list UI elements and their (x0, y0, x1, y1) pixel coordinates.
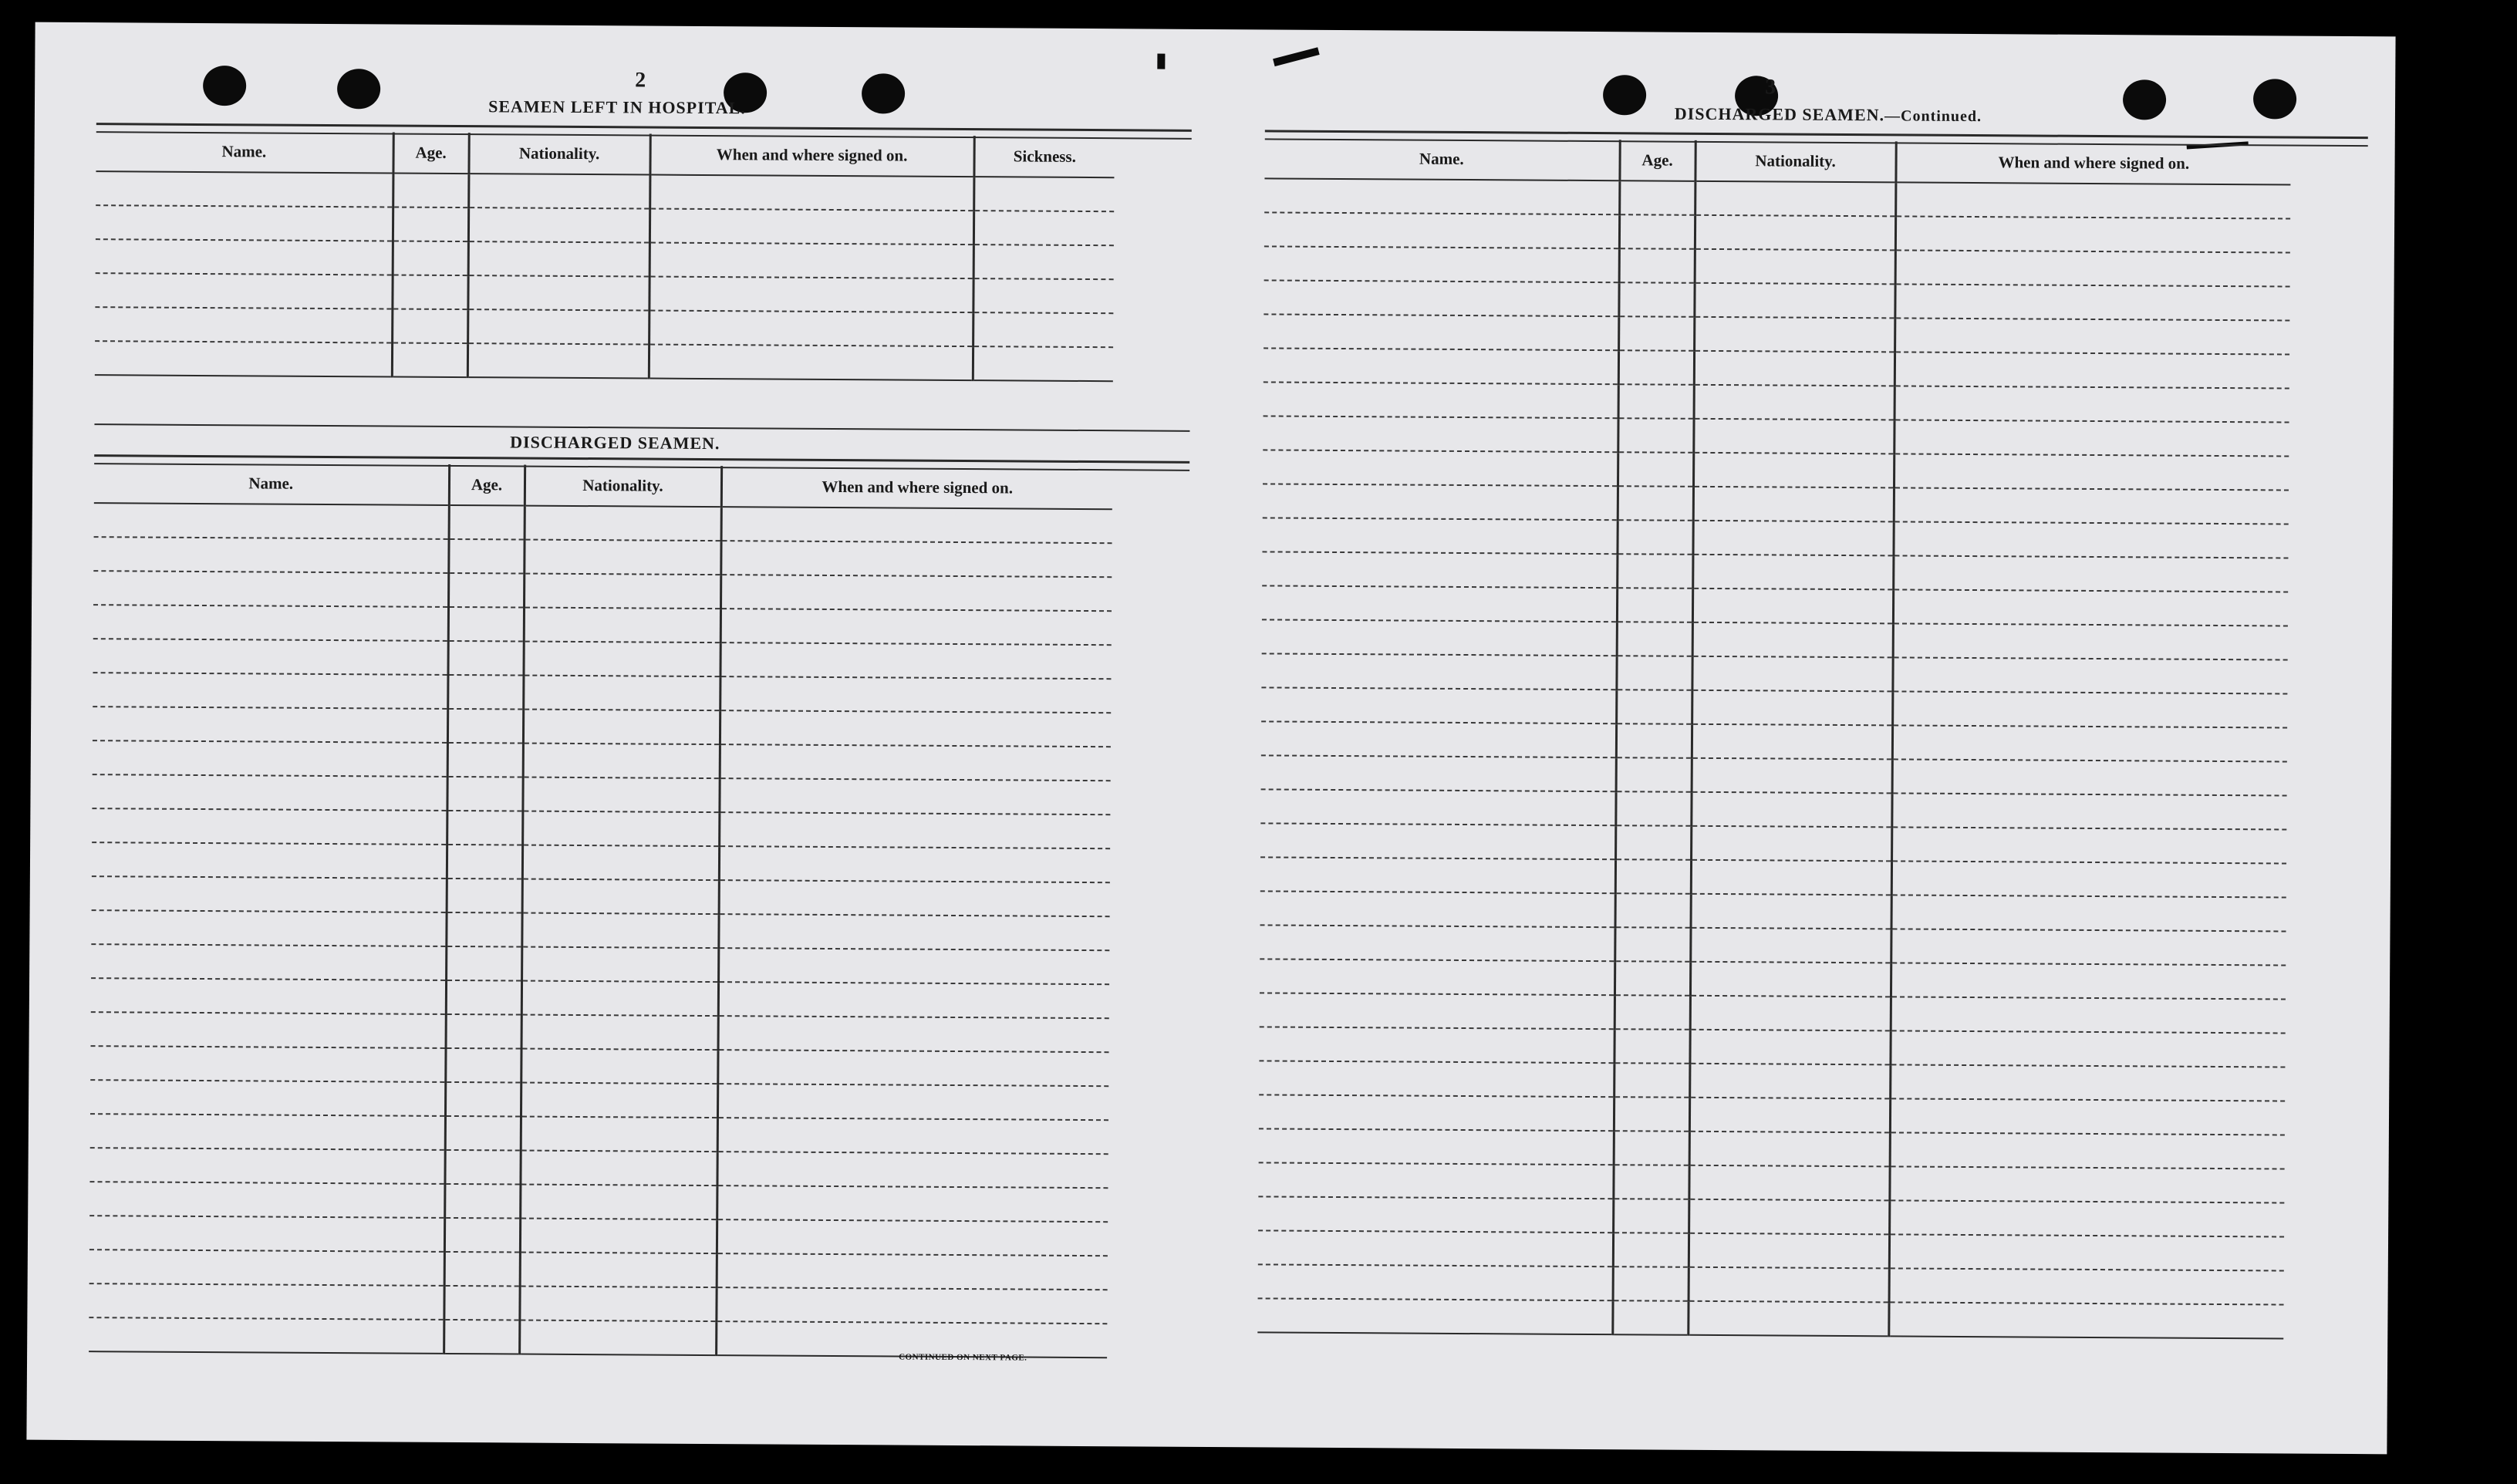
blank-cell (1692, 555, 1893, 590)
blank-cell (1692, 690, 1892, 726)
blank-cell (717, 1253, 1108, 1290)
blank-cell (444, 1286, 519, 1320)
blank-cell (521, 981, 718, 1017)
blank-cell (1894, 318, 2289, 354)
blank-cell (1618, 418, 1693, 453)
blank-cell (521, 947, 718, 983)
blank-cell (1692, 724, 1892, 760)
blank-cell (1891, 929, 2286, 965)
blank-cell (649, 311, 973, 347)
blank-cell (719, 778, 1110, 815)
blank-cell (1264, 212, 1619, 248)
blank-cell (93, 707, 447, 743)
blank-cell (1618, 486, 1693, 521)
blank-cell (1894, 352, 2289, 388)
blank-cell (720, 744, 1111, 781)
blank-cell (93, 639, 447, 675)
blank-cell (1891, 861, 2286, 897)
blank-cell (92, 774, 447, 811)
blank-cell (1264, 382, 1618, 418)
blank-cell (1260, 925, 1614, 961)
blank-cell (1263, 450, 1618, 486)
blank-cell (1693, 453, 1894, 488)
blank-cell (1614, 1029, 1689, 1064)
blank-cell (89, 1283, 444, 1320)
blank-cell (1692, 521, 1893, 556)
blank-cell (1689, 1098, 1890, 1133)
blank-cell (521, 1083, 717, 1118)
blank-cell (447, 709, 523, 744)
blank-cell (1262, 551, 1617, 588)
column-header-name: Name. (96, 130, 393, 173)
continued-note: CONTINUED ON NEXT PAGE. (899, 1352, 1027, 1363)
blank-cell (1259, 1094, 1614, 1131)
blank-cell (1615, 825, 1691, 860)
blank-cell (1894, 454, 2289, 490)
blank-cell (1261, 687, 1616, 723)
blank-cell (446, 1014, 521, 1049)
blank-cell (95, 341, 392, 376)
blank-cell (1260, 789, 1615, 825)
blank-cell (523, 642, 720, 677)
blank-cell (973, 312, 1113, 347)
blank-cell (1890, 1132, 2285, 1169)
blank-cell (1619, 214, 1695, 249)
blank-cell (1264, 178, 1619, 214)
blank-cell (468, 174, 649, 208)
blank-cell (520, 1185, 717, 1220)
blank-cell (91, 1012, 446, 1048)
blank-cell (1890, 1064, 2285, 1101)
blank-cell (1264, 314, 1618, 350)
blank-cell (447, 743, 523, 777)
column-header-nationality: Nationality. (525, 465, 721, 508)
blank-cell (520, 1219, 717, 1254)
blank-cell (1689, 1199, 1889, 1235)
blank-cell (1619, 248, 1695, 283)
blank-cell (1613, 1266, 1689, 1301)
blank-cell (1691, 792, 1891, 828)
blank-cell (1691, 860, 1891, 895)
blank-cell (1618, 282, 1694, 317)
blank-cell (1890, 1030, 2285, 1067)
blank-cell (1689, 1165, 1889, 1201)
blank-cell (1691, 826, 1891, 862)
blank-cell (90, 1046, 445, 1082)
blank-cell (1614, 961, 1690, 996)
blank-cell (649, 243, 973, 279)
blank-cell (1614, 927, 1690, 962)
blank-cell (446, 946, 521, 981)
blank-cell (1613, 1233, 1689, 1267)
blank-cell (524, 574, 720, 609)
blank-cell (1264, 348, 1618, 384)
blank-cell (447, 811, 522, 845)
blank-cell (447, 879, 522, 913)
blank-cell (1618, 384, 1694, 419)
blank-cell (519, 1320, 716, 1356)
blank-cell (1888, 1302, 2283, 1338)
blank-cell (1261, 721, 1616, 757)
blank-cell (93, 740, 447, 777)
blank-cell (444, 1184, 520, 1219)
blank-cell (1259, 1061, 1614, 1097)
blank-cell (649, 277, 973, 313)
blank-cell (1614, 1063, 1689, 1098)
blank-cell (96, 171, 393, 207)
blank-cell (95, 307, 392, 342)
blank-cell (1693, 487, 1894, 522)
column-header-signed-on: When and where signed on. (649, 134, 973, 177)
blank-cell (467, 309, 649, 344)
blank-cell (467, 343, 649, 378)
hospital-section-title: SEAMEN LEFT IN HOSPITAL. (488, 96, 746, 118)
blank-cell (1612, 1300, 1688, 1335)
blank-cell (717, 1084, 1108, 1120)
blank-cell (1894, 284, 2289, 320)
column-header-age: Age. (449, 464, 525, 506)
blank-cell (1892, 759, 2287, 795)
blank-cell (1891, 827, 2286, 863)
blank-cell (717, 1118, 1108, 1154)
blank-cell (1894, 386, 2289, 422)
blank-cell (1258, 1230, 1613, 1266)
column-header-signed-on: When and where signed on. (721, 466, 1112, 509)
blank-cell (649, 345, 973, 381)
continued-section-title (1574, 103, 2083, 126)
blank-cell (1261, 653, 1616, 690)
blank-cell (89, 1250, 444, 1286)
blank-cell (1617, 588, 1692, 622)
page-number: 2 (635, 68, 646, 93)
blank-cell (1892, 657, 2287, 693)
blank-cell (446, 912, 521, 947)
blank-cell (1692, 589, 1893, 624)
blank-cell (1689, 1030, 1890, 1065)
table-row (95, 341, 1113, 381)
blank-cell (1695, 181, 1895, 217)
blank-cell (393, 207, 468, 242)
page-number: 3 (1765, 75, 1776, 99)
blank-cell (1891, 963, 2286, 999)
blank-cell (1616, 757, 1692, 792)
blank-cell (1693, 419, 1894, 454)
blank-cell (1895, 182, 2290, 218)
blank-cell (92, 876, 447, 912)
section-rule (94, 423, 1189, 432)
column-header-name: Name. (94, 462, 449, 505)
blank-cell (447, 641, 523, 676)
blank-cell (1613, 1199, 1689, 1233)
blank-cell (1262, 518, 1617, 554)
blank-cell (1690, 928, 1891, 963)
blank-cell (523, 676, 720, 711)
discharged-continued-table (1257, 137, 2290, 1339)
blank-cell (522, 845, 719, 881)
blank-cell (717, 1219, 1108, 1256)
right-page (1257, 29, 2369, 1425)
blank-cell (447, 777, 522, 811)
blank-cell (1694, 283, 1894, 319)
blank-cell (1615, 791, 1691, 826)
blank-cell (89, 1317, 444, 1354)
blank-cell (92, 808, 447, 845)
column-header-age: Age. (393, 133, 468, 174)
blank-cell (1614, 995, 1690, 1030)
blank-cell (1618, 350, 1694, 385)
blank-cell (468, 207, 649, 242)
blank-cell (93, 537, 448, 573)
blank-cell (1619, 180, 1695, 215)
column-header-name: Name. (1264, 137, 1619, 180)
blank-cell (1264, 280, 1618, 316)
column-header-age: Age. (1619, 140, 1695, 181)
blank-cell (720, 710, 1111, 747)
hospital-table (95, 130, 1115, 382)
blank-cell (1616, 723, 1692, 758)
blank-cell (718, 982, 1109, 1018)
blank-cell (717, 1186, 1108, 1222)
blank-cell (1264, 246, 1619, 282)
blank-cell (1890, 1098, 2285, 1135)
blank-cell (1892, 725, 2287, 761)
blank-cell (523, 744, 720, 779)
blank-cell (1695, 249, 1895, 285)
blank-cell (1257, 1298, 1612, 1334)
blank-cell (89, 1216, 444, 1252)
blank-cell (973, 211, 1114, 245)
blank-cell (1618, 316, 1694, 351)
blank-cell (1694, 317, 1894, 352)
left-page (89, 22, 1193, 1418)
blank-cell (93, 571, 448, 607)
blank-cell (89, 1148, 444, 1184)
blank-cell (524, 540, 720, 575)
blank-cell (720, 676, 1111, 713)
blank-cell (1695, 215, 1895, 251)
blank-cell (447, 675, 523, 710)
blank-cell (521, 913, 718, 949)
blank-cell (467, 275, 649, 310)
blank-cell (1893, 555, 2288, 592)
blank-cell (525, 506, 721, 541)
blank-cell (1258, 1196, 1613, 1233)
document-sheet (26, 22, 2395, 1455)
blank-cell (1891, 997, 2286, 1033)
discharged-table (89, 462, 1112, 1358)
blank-cell (1689, 1233, 1889, 1269)
blank-cell (1260, 959, 1614, 995)
blank-cell (1893, 589, 2288, 626)
blank-cell (1894, 487, 2289, 524)
blank-cell (720, 609, 1112, 645)
blank-cell (717, 1152, 1108, 1188)
blank-cell (522, 811, 719, 847)
blank-cell (445, 1048, 521, 1083)
blank-cell (448, 607, 524, 642)
blank-cell (1694, 351, 1894, 386)
blank-cell (92, 842, 447, 879)
blank-cell (1260, 891, 1615, 927)
blank-cell (521, 1015, 718, 1051)
blank-cell (1893, 623, 2288, 659)
blank-cell (719, 846, 1110, 882)
blank-cell (1688, 1301, 1888, 1337)
blank-cell (1889, 1268, 2284, 1304)
blank-cell (1694, 385, 1894, 420)
blank-cell (448, 573, 524, 608)
blank-cell (1259, 1027, 1614, 1063)
blank-cell (1259, 1128, 1614, 1165)
blank-cell (1889, 1200, 2284, 1236)
blank-cell (1258, 1264, 1613, 1300)
blank-cell (1692, 758, 1892, 794)
blank-cell (1260, 823, 1615, 859)
blank-cell (449, 505, 525, 540)
blank-cell (519, 1287, 716, 1322)
discharged-section-title: DISCHARGED SEAMEN. (510, 432, 720, 454)
blank-cell (1260, 857, 1615, 893)
blank-cell (445, 1082, 521, 1117)
blank-cell (444, 1218, 520, 1253)
blank-cell (1263, 484, 1618, 520)
blank-cell (93, 673, 447, 709)
blank-cell (1617, 554, 1692, 589)
blank-cell (444, 1150, 520, 1185)
blank-cell (95, 273, 392, 309)
column-header-sickness: Sickness. (973, 136, 1114, 177)
column-header-nationality: Nationality. (468, 133, 649, 174)
blank-cell (1692, 622, 1893, 658)
blank-cell (1689, 1064, 1890, 1099)
blank-cell (1262, 585, 1617, 622)
blank-cell (717, 1050, 1108, 1086)
blank-cell (521, 1049, 717, 1084)
blank-cell (392, 309, 467, 344)
blank-cell (521, 1117, 717, 1152)
blank-cell (1615, 859, 1691, 894)
blank-cell (1891, 793, 2286, 829)
blank-cell (1894, 420, 2289, 456)
blank-cell (716, 1287, 1107, 1324)
blank-cell (1889, 1234, 2284, 1270)
blank-cell (1614, 1131, 1689, 1165)
blank-cell (720, 643, 1111, 679)
blank-cell (93, 605, 448, 641)
blank-cell (1690, 962, 1891, 997)
blank-cell (1690, 996, 1891, 1031)
blank-cell (1892, 691, 2287, 727)
blank-cell (1889, 1166, 2284, 1202)
blank-cell (718, 948, 1109, 984)
blank-cell (1895, 216, 2290, 252)
blank-cell (973, 245, 1114, 279)
blank-cell (96, 239, 393, 275)
blank-cell (445, 1116, 521, 1151)
table-row (89, 1317, 1107, 1358)
blank-cell (392, 275, 467, 310)
blank-cell (523, 710, 720, 745)
blank-cell (90, 1080, 445, 1116)
blank-cell (520, 1253, 717, 1288)
blank-cell (719, 880, 1110, 916)
blank-cell (1260, 993, 1614, 1029)
blank-cell (1895, 250, 2290, 286)
blank-cell (393, 174, 468, 208)
blank-cell (1616, 656, 1692, 690)
blank-cell (720, 575, 1112, 611)
blank-cell (393, 241, 468, 276)
blank-cell (91, 910, 446, 946)
blank-cell (973, 278, 1113, 313)
blank-cell (719, 812, 1110, 848)
blank-cell (1617, 622, 1692, 656)
blank-cell (721, 507, 1112, 543)
blank-cell (718, 1016, 1109, 1052)
blank-cell (1618, 452, 1693, 487)
blank-cell (1692, 656, 1892, 692)
blank-cell (520, 1151, 717, 1186)
blank-cell (1616, 690, 1692, 724)
blank-cell (446, 980, 521, 1015)
column-header-signed-on: When and where signed on. (1895, 141, 2290, 184)
table-row (1257, 1298, 2283, 1338)
blank-cell (1893, 521, 2288, 558)
blank-cell (973, 177, 1114, 211)
blank-cell (1258, 1162, 1613, 1199)
blank-cell (468, 241, 649, 276)
title-text: DISCHARGED SEAMEN. (1674, 103, 1885, 125)
blank-cell (94, 503, 449, 539)
blank-cell (720, 541, 1112, 577)
blank-cell (1613, 1165, 1689, 1199)
blank-cell (1617, 520, 1692, 555)
blank-cell (522, 777, 719, 813)
blank-cell (96, 205, 393, 241)
blank-cell (718, 914, 1109, 950)
blank-cell (392, 343, 467, 378)
blank-cell (447, 845, 522, 879)
blank-cell (444, 1320, 519, 1354)
column-header-nationality: Nationality. (1695, 140, 1895, 183)
blank-cell (448, 539, 524, 574)
blank-cell (1261, 755, 1616, 791)
blank-cell (91, 978, 446, 1014)
blank-cell (1689, 1132, 1890, 1167)
blank-cell (973, 346, 1113, 381)
blank-cell (91, 944, 446, 980)
blank-cell (1614, 1097, 1689, 1132)
blank-cell (649, 209, 973, 245)
blank-cell (1691, 894, 1891, 929)
blank-cell (1263, 416, 1618, 452)
blank-cell (522, 879, 719, 915)
blank-cell (90, 1114, 445, 1150)
blank-cell (1262, 619, 1617, 656)
blank-cell (649, 175, 973, 211)
blank-cell (1689, 1267, 1889, 1303)
blank-cell (1615, 893, 1691, 928)
blank-cell (89, 1182, 444, 1218)
title-suffix: —Continued. (1884, 107, 1982, 126)
blank-cell (524, 608, 720, 643)
blank-cell (1891, 895, 2286, 931)
blank-cell (444, 1252, 520, 1287)
